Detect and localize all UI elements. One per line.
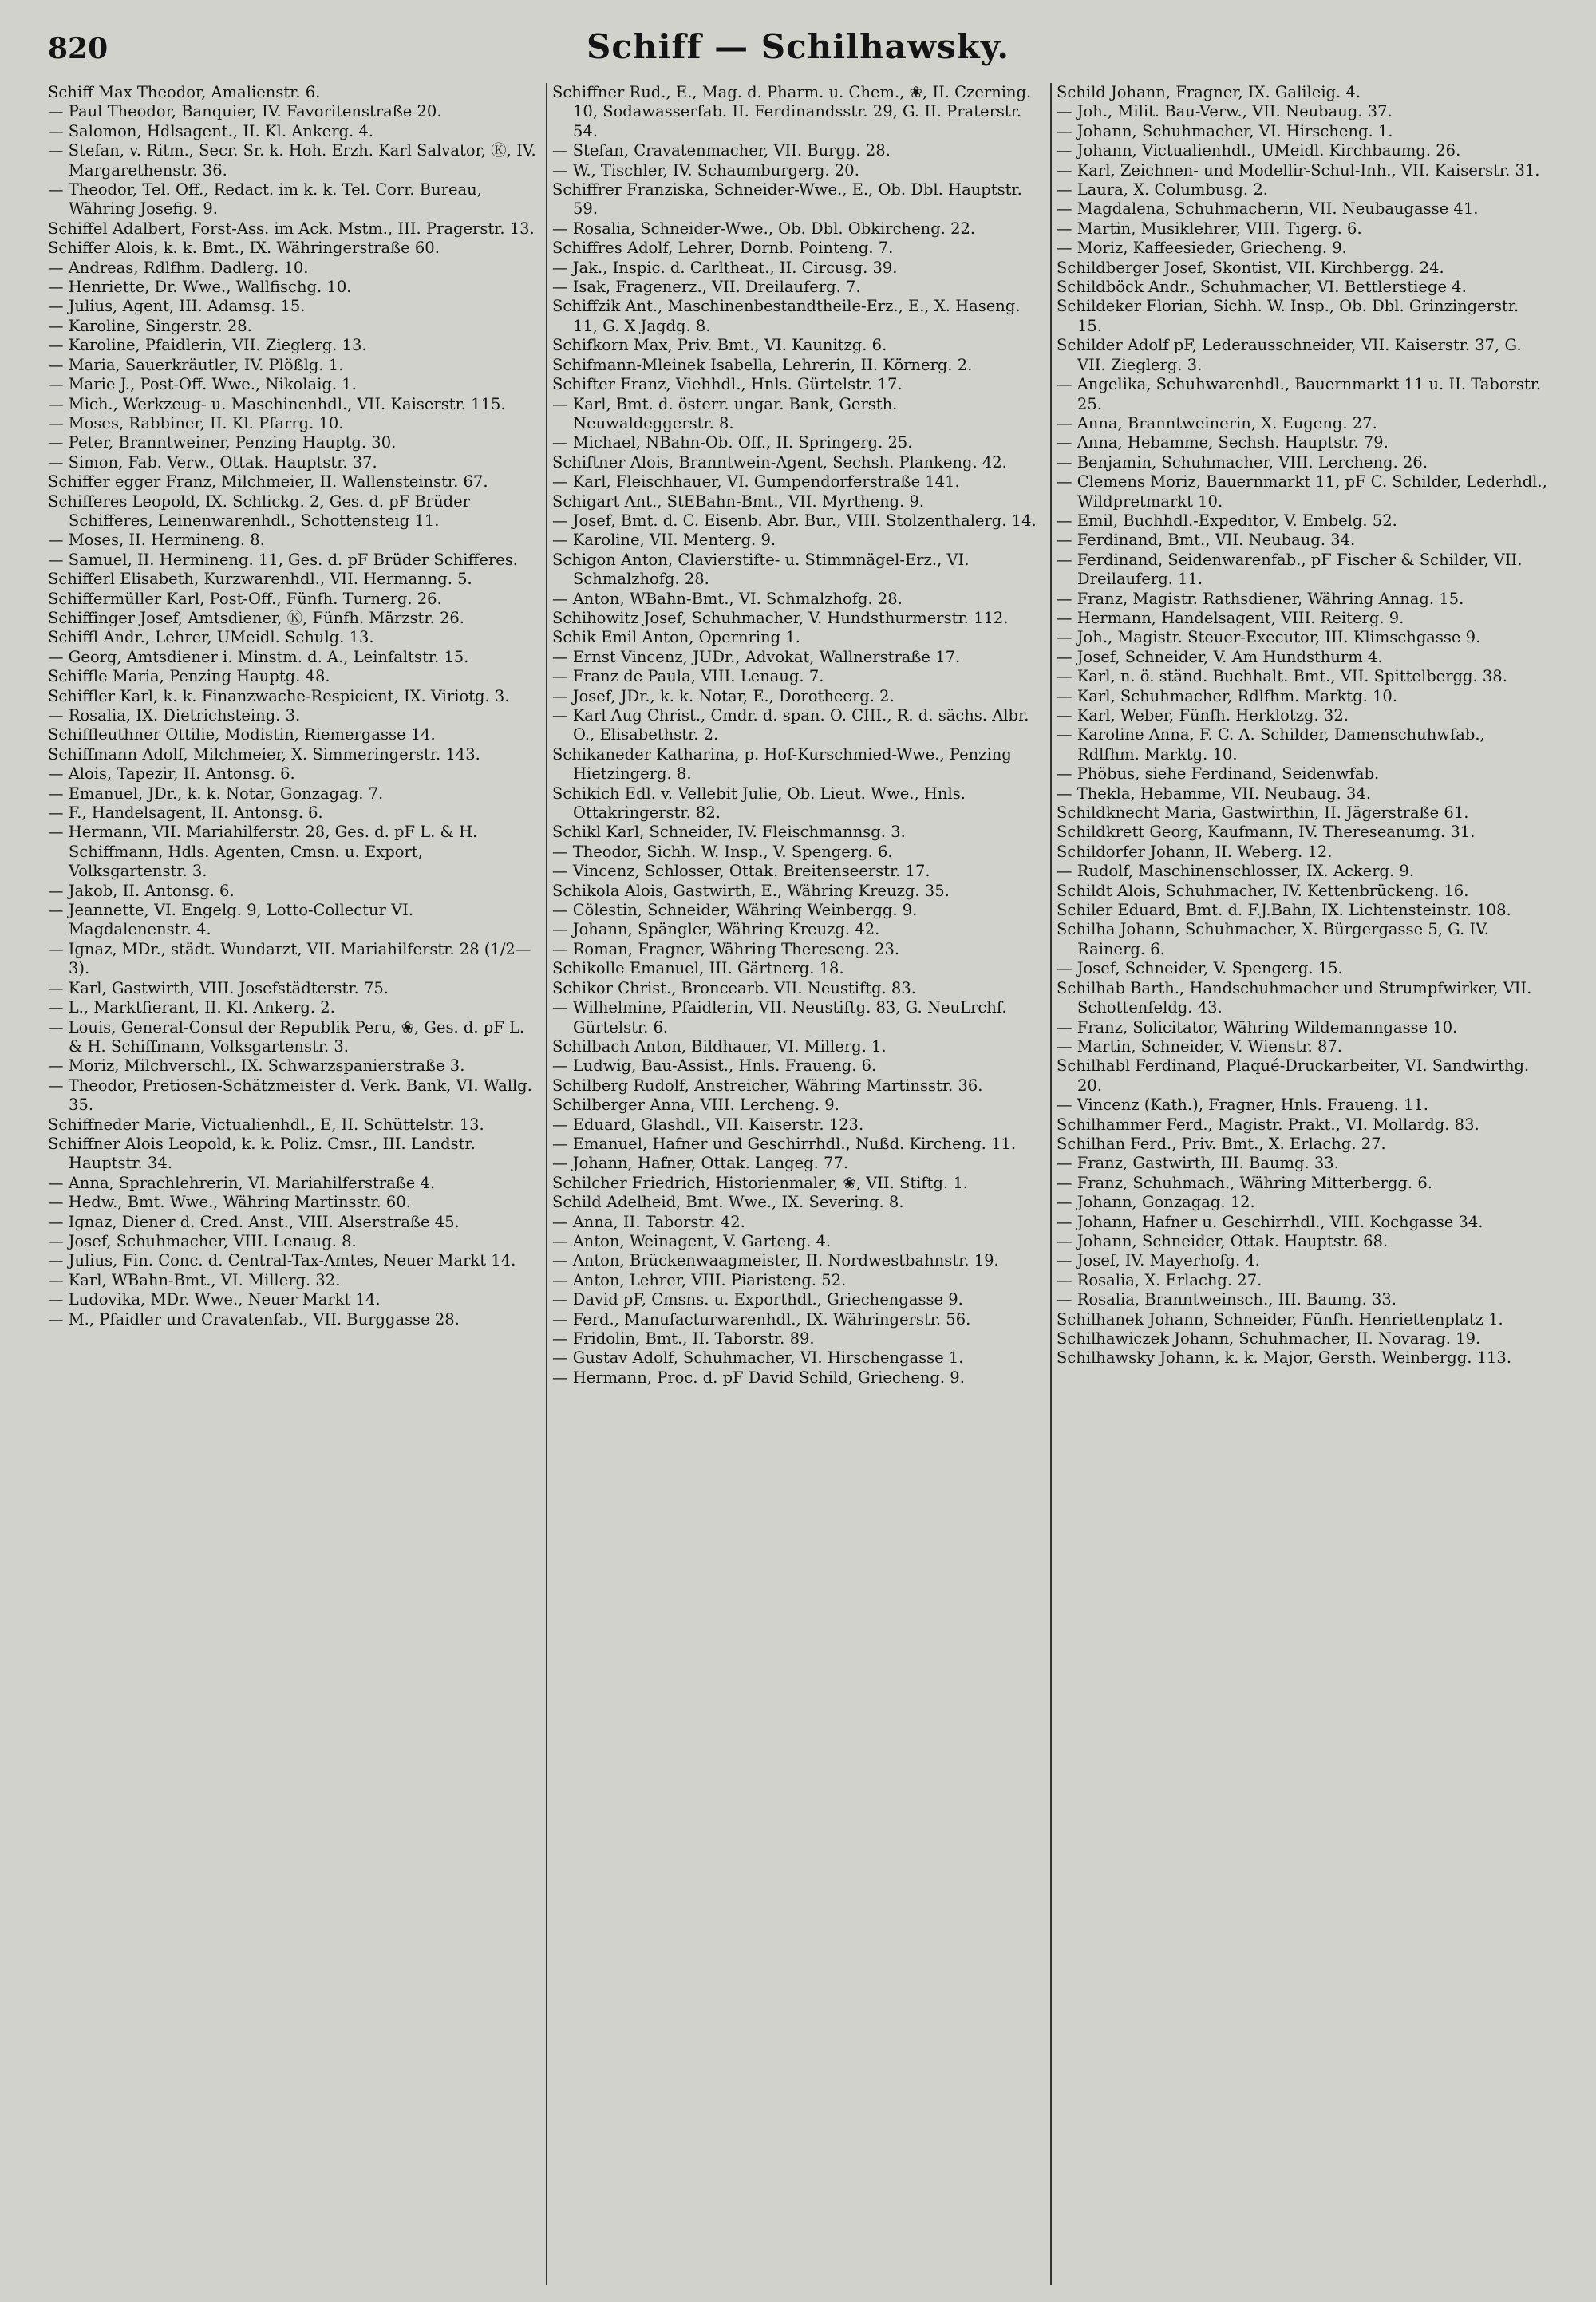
directory-entry: — Karl Aug Christ., Cmdr. d. span. O. CIII., R. d. sächs. Albr. O., Elisabethstr. 2. xyxy=(552,706,1034,744)
directory-entry: Schildberger Josef, Skontist, VII. Kirchbergg. 24. xyxy=(1057,258,1444,277)
directory-entry: Schiffmann Adolf, Milchmeier, X. Simmeringerstr. 143. xyxy=(48,744,480,764)
directory-entry: — Rudolf, Maschinenschlosser, IX. Ackerg. 9. xyxy=(1057,862,1415,881)
directory-entry: Schildt Alois, Schuhmacher, IV. Kettenbrückeng. 16. xyxy=(1057,881,1469,900)
directory-entry: — Moses, II. Hermineng. 8. xyxy=(48,531,265,550)
directory-entry: Schifter Franz, Viehhdl., Hnls. Gürtelstr. 17. xyxy=(552,375,903,394)
directory-entry: — Hermann, Proc. d. pF David Schild, Griecheng. 9. xyxy=(552,1368,965,1387)
running-head: Schiff — Schilhawsky. xyxy=(587,27,1009,66)
directory-entry: — Franz, Gastwirth, III. Baumg. 33. xyxy=(1057,1154,1339,1173)
directory-entry: — Hedw., Bmt. Wwe., Währing Martinsstr. 60. xyxy=(48,1193,411,1212)
directory-entry: — Anton, Weinagent, V. Garteng. 4. xyxy=(552,1231,832,1250)
directory-entry: — Marie J., Post-Off. Wwe., Nikolaig. 1. xyxy=(48,375,357,394)
directory-entry: — Ignaz, Diener d. Cred. Anst., VIII. Alserstraße 45. xyxy=(48,1212,460,1231)
directory-entry: — Andreas, Rdlfhm. Dadlerg. 10. xyxy=(48,258,309,277)
directory-entry: — Johann, Schneider, Ottak. Hauptstr. 68. xyxy=(1057,1231,1389,1250)
directory-entry: — Ferdinand, Bmt., VII. Neubaug. 34. xyxy=(1057,531,1356,550)
column-rule xyxy=(1050,83,1052,2285)
directory-entry: — Johann, Victualienhdl., UMeidl. Kirchbaumg. 26. xyxy=(1057,141,1461,160)
column-rule xyxy=(546,83,547,2285)
directory-entry: — Henriette, Dr. Wwe., Wallfischg. 10. xyxy=(48,278,352,297)
directory-entry: Schilberger Anna, VIII. Lercheng. 9. xyxy=(552,1096,839,1115)
directory-entry: — Ernst Vincenz, JUDr., Advokat, Wallnerstraße 17. xyxy=(552,647,961,666)
directory-entry: Schilbach Anton, Bildhauer, VI. Millerg. 1. xyxy=(552,1036,887,1056)
directory-entry: Schiffres Adolf, Lehrer, Dornb. Pointeng. 7. xyxy=(552,239,894,258)
directory-entry: — Angelika, Schuhwarenhdl., Bauernmarkt 11 u. II. Taborstr. 25. xyxy=(1057,375,1547,413)
directory-entry: — Karoline Anna, F. C. A. Schilder, Damenschuhwfab., Rdlfhm. Marktg. 10. xyxy=(1057,725,1490,764)
directory-entry: Schildkrett Georg, Kaufmann, IV. Thereseanumg. 31. xyxy=(1057,823,1476,842)
directory-entry: Schiffner Alois Leopold, k. k. Poliz. Cmsr., III. Landstr. Hauptstr. 34. xyxy=(48,1134,480,1173)
directory-entry: — Johann, Schuhmacher, VI. Hirscheng. 1. xyxy=(1057,121,1393,140)
directory-entry: — L., Marktfierant, II. Kl. Ankerg. 2. xyxy=(48,998,335,1017)
directory-entry: — Maria, Sauerkräutler, IV. Plößlg. 1. xyxy=(48,355,344,374)
column-2 xyxy=(552,83,1043,2285)
directory-entry: Schiffleuthner Ottilie, Modistin, Riemergasse 14. xyxy=(48,725,436,744)
directory-entry: Schiffzik Ant., Maschinenbestandtheile-Erz., E., X. Haseng. 11, G. X Jagdg. 8. xyxy=(552,297,1025,335)
directory-entry: — Franz de Paula, VIII. Lenaug. 7. xyxy=(552,667,824,686)
directory-entry: — Samuel, II. Hermineng. 11, Ges. d. pF Brüder Schifferes. xyxy=(48,550,518,569)
directory-entry: Schikl Karl, Schneider, IV. Fleischmannsg. 3. xyxy=(552,823,906,842)
page-header xyxy=(48,27,1548,75)
directory-entry: — Josef, Schneider, V. Spengerg. 15. xyxy=(1057,959,1343,978)
directory-entry: — Josef, JDr., k. k. Notar, E., Dorotheerg. 2. xyxy=(552,686,895,705)
directory-entry: Schiffner Rud., E., Mag. d. Pharm. u. Chem., ❀, II. Czerning. 10, Sodawasserfab. II. Ferdinandsstr. 29, G. II. Praterstr. 54. xyxy=(552,83,1037,140)
column-1 xyxy=(48,83,539,2285)
directory-entry: Schikich Edl. v. Vellebit Julie, Ob. Lieut. Wwe., Hnls. Ottakringerstr. 82. xyxy=(552,784,971,823)
directory-entry: — Rosalia, X. Erlachg. 27. xyxy=(1057,1270,1262,1289)
directory-entry: — Ignaz, MDr., städt. Wundarzt, VII. Mariahilferstr. 28 (1/2—3). xyxy=(48,939,531,978)
directory-entry: — Stefan, Cravatenmacher, VII. Burgg. 28. xyxy=(552,141,891,160)
directory-entry: — Salomon, Hdlsagent., II. Kl. Ankerg. 4. xyxy=(48,121,374,140)
page-number: 820 xyxy=(48,32,109,65)
directory-entry: Schifferl Elisabeth, Kurzwarenhdl., VII. Hermanng. 5. xyxy=(48,570,472,589)
directory-entry: Schikor Christ., Broncearb. VII. Neustiftg. 83. xyxy=(552,978,916,997)
directory-entry: — Peter, Branntweiner, Penzing Hauptg. 30. xyxy=(48,433,397,452)
directory-entry: — Franz, Schuhmach., Währing Mitterbergg. 6. xyxy=(1057,1173,1432,1192)
directory-entry: Schifferes Leopold, IX. Schlickg. 2, Ges. d. pF Brüder Schifferes, Leinenwarenhdl., Schottensteig 11. xyxy=(48,492,476,530)
directory-entry: Schiffneder Marie, Victualienhdl., E, II. Schüttelstr. 13. xyxy=(48,1115,484,1134)
directory-entry: — Martin, Schneider, V. Wienstr. 87. xyxy=(1057,1036,1342,1056)
directory-entry: Schifmann-Mleinek Isabella, Lehrerin, II. Körnerg. 2. xyxy=(552,355,973,374)
directory-entry: — Anna, Hebamme, Sechsh. Hauptstr. 79. xyxy=(1057,433,1389,452)
directory-entry: — Theodor, Sichh. W. Insp., V. Spengerg. 6. xyxy=(552,842,893,861)
directory-entry: — Karl, Schuhmacher, Rdlfhm. Marktg. 10. xyxy=(1057,686,1398,705)
directory-entry: Schikolle Emanuel, III. Gärtnerg. 18. xyxy=(552,959,844,978)
directory-entry: — Vincenz, Schlosser, Ottak. Breitenseerstr. 17. xyxy=(552,862,930,881)
directory-entry: — Anna, Sprachlehrerin, VI. Mariahilferstraße 4. xyxy=(48,1173,436,1192)
directory-entry: — Georg, Amtsdiener i. Minstm. d. A., Leinfaltstr. 15. xyxy=(48,647,469,666)
directory-entry: — Jeannette, VI. Engelg. 9, Lotto-Collectur VI. Magdalenenstr. 4. xyxy=(48,901,419,939)
directory-columns xyxy=(48,83,1556,2285)
directory-entry: — Anton, Lehrer, VIII. Piaristeng. 52. xyxy=(552,1270,847,1289)
directory-entry: — Emanuel, Hafner und Geschirrhdl., Nußd. Kircheng. 11. xyxy=(552,1134,1017,1153)
directory-entry: Schiffl Andr., Lehrer, UMeidl. Schulg. 13. xyxy=(48,628,374,647)
directory-entry: Schiffle Maria, Penzing Hauptg. 48. xyxy=(48,667,330,686)
directory-entry: — Laura, X. Columbusg. 2. xyxy=(1057,180,1268,199)
directory-entry: — Louis, General-Consul der Republik Peru, ❀, Ges. d. pF L. & H. Schiffmann, Volksgartenstr. 3. xyxy=(48,1017,530,1056)
directory-entry: — Anna, Branntweinerin, X. Eugeng. 27. xyxy=(1057,413,1377,432)
directory-entry: — Moriz, Kaffeesieder, Griecheng. 9. xyxy=(1057,239,1347,258)
directory-entry: Schilder Adolf pF, Lederausschneider, VII. Kaiserstr. 37, G. VII. Zieglerg. 3. xyxy=(1057,336,1527,374)
directory-entry: — W., Tischler, IV. Schaumburgerg. 20. xyxy=(552,160,859,180)
directory-entry: Schigon Anton, Clavierstifte- u. Stimmnägel-Erz., VI. Schmalzhofg. 28. xyxy=(552,550,974,589)
directory-entry: Schiffrer Franziska, Schneider-Wwe., E., Ob. Dbl. Hauptstr. 59. xyxy=(552,180,1027,219)
directory-entry: — Karoline, Pfaidlerin, VII. Zieglerg. 13. xyxy=(48,336,367,355)
directory-entry: — Johann, Spängler, Währing Kreuzg. 42. xyxy=(552,920,880,939)
directory-entry: Schild Johann, Fragner, IX. Galileig. 4. xyxy=(1057,83,1361,101)
directory-entry: — Franz, Solicitator, Währing Wildemanngasse 10. xyxy=(1057,1017,1458,1036)
directory-entry: Schild Adelheid, Bmt. Wwe., IX. Severing. 8. xyxy=(552,1193,904,1212)
directory-entry: — Moses, Rabbiner, II. Kl. Pfarrg. 10. xyxy=(48,413,344,432)
directory-entry: Schildeker Florian, Sichh. W. Insp., Ob. Dbl. Grinzingerstr. 15. xyxy=(1057,297,1524,335)
directory-entry: Schifkorn Max, Priv. Bmt., VI. Kaunitzg. 6. xyxy=(552,336,887,355)
directory-entry: Schilhanek Johann, Schneider, Fünfh. Henriettenplatz 1. xyxy=(1057,1309,1503,1329)
directory-entry: — Magdalena, Schuhmacherin, VII. Neubaugasse 41. xyxy=(1057,199,1479,219)
directory-entry: Schiffler Karl, k. k. Finanzwache-Respicient, IX. Viriotg. 3. xyxy=(48,686,510,705)
directory-entry: Schikaneder Katharina, p. Hof-Kurschmied-Wwe., Penzing Hietzingerg. 8. xyxy=(552,744,1017,784)
directory-entry: — Ludwig, Bau-Assist., Hnls. Fraueng. 6. xyxy=(552,1056,877,1076)
directory-entry: — Mich., Werkzeug- u. Maschinenhdl., VII. Kaiserstr. 115. xyxy=(48,394,506,413)
directory-entry: — Anton, WBahn-Bmt., VI. Schmalzhofg. 28. xyxy=(552,589,903,608)
directory-entry: Schik Emil Anton, Opernring 1. xyxy=(552,628,800,647)
directory-entry: Schiff Max Theodor, Amalienstr. 6. xyxy=(48,83,321,101)
directory-entry: — Theodor, Tel. Off., Redact. im k. k. Tel. Corr. Bureau, Währing Josefig. 9. xyxy=(48,180,488,219)
directory-entry: — Ferdinand, Seidenwarenfab., pF Fischer & Schilder, VII. Dreilauferg. 11. xyxy=(1057,550,1527,589)
directory-entry: Schiftner Alois, Branntwein-Agent, Sechsh. Plankeng. 42. xyxy=(552,452,1007,472)
directory-entry: — Karl, n. ö. ständ. Buchhalt. Bmt., VII. Spittelbergg. 38. xyxy=(1057,667,1507,686)
directory-entry: Schiffel Adalbert, Forst-Ass. im Ack. Mstm., III. Pragerstr. 13. xyxy=(48,219,535,238)
directory-entry: — Johann, Hafner, Ottak. Langeg. 77. xyxy=(552,1154,849,1173)
directory-entry: — Paul Theodor, Banquier, IV. Favoritenstraße 20. xyxy=(48,102,442,121)
directory-entry: — Hermann, VII. Mariahilferstr. 28, Ges. d. pF L. & H. Schiffmann, Hdls. Agenten, Cmsn. u. Export, Volksgartenstr. 3. xyxy=(48,823,483,881)
directory-entry: — Thekla, Hebamme, VII. Neubaug. 34. xyxy=(1057,784,1372,803)
directory-entry: — Julius, Agent, III. Adamsg. 15. xyxy=(48,297,306,316)
directory-entry: Schilhammer Ferd., Magistr. Prakt., VI. Mollardg. 83. xyxy=(1057,1115,1479,1134)
directory-entry: — Anna, II. Taborstr. 42. xyxy=(552,1212,745,1231)
directory-entry: — Karoline, Singerstr. 28. xyxy=(48,316,252,335)
directory-entry: — Karl, Zeichnen- und Modellir-Schul-Inh., VII. Kaiserstr. 31. xyxy=(1057,160,1540,180)
directory-entry: Schilhab Barth., Handschuhmacher und Strumpfwirker, VII. Schottenfeldg. 43. xyxy=(1057,978,1537,1017)
directory-entry: — Eduard, Glashdl., VII. Kaiserstr. 123. xyxy=(552,1115,864,1134)
directory-entry: Schildorfer Johann, II. Weberg. 12. xyxy=(1057,842,1333,861)
directory-entry: — Karl, Fleischhauer, VI. Gumpendorferstraße 141. xyxy=(552,472,960,492)
directory-entry: — Michael, NBahn-Ob. Off., II. Springerg. 25. xyxy=(552,433,913,452)
directory-entry: — Karoline, VII. Menterg. 9. xyxy=(552,531,776,550)
directory-entry: — Karl, Weber, Fünfh. Herklotzg. 32. xyxy=(1057,706,1349,725)
directory-entry: — Clemens Moriz, Bauernmarkt 11, pF C. Schilder, Lederhdl., Wildpretmarkt 10. xyxy=(1057,472,1553,511)
directory-entry: Schilhan Ferd., Priv. Bmt., X. Erlachg. 27. xyxy=(1057,1134,1386,1153)
directory-entry: — Anton, Brückenwaagmeister, II. Nordwestbahnstr. 19. xyxy=(552,1251,999,1270)
directory-entry: — Rosalia, IX. Dietrichsteing. 3. xyxy=(48,706,301,725)
directory-entry: — Johann, Hafner u. Geschirrhdl., VIII. Kochgasse 34. xyxy=(1057,1212,1483,1231)
directory-entry: — Karl, Bmt. d. österr. ungar. Bank, Gersth. Neuwaldeggerstr. 8. xyxy=(552,394,903,432)
directory-entry: — Josef, Bmt. d. C. Eisenb. Abr. Bur., VIII. Stolzenthalerg. 14. xyxy=(552,511,1037,530)
directory-entry: — Jak., Inspic. d. Carltheat., II. Circusg. 39. xyxy=(552,258,898,277)
directory-entry: — Roman, Fragner, Währing Thereseng. 23. xyxy=(552,939,900,958)
directory-entry: Schihowitz Josef, Schuhmacher, V. Hundsthurmerstr. 112. xyxy=(552,608,1009,627)
directory-entry: — Fridolin, Bmt., II. Taborstr. 89. xyxy=(552,1329,815,1348)
directory-entry: — Martin, Musiklehrer, VIII. Tigerg. 6. xyxy=(1057,219,1362,238)
directory-entry: Schiffinger Josef, Amtsdiener, Ⓚ, Fünfh. Märzstr. 26. xyxy=(48,608,464,627)
directory-entry: — Moriz, Milchverschl., IX. Schwarzspanierstraße 3. xyxy=(48,1056,465,1076)
directory-entry: — Ferd., Manufacturwarenhdl., IX. Währingerstr. 56. xyxy=(552,1309,971,1329)
directory-entry: Schilhawiczek Johann, Schuhmacher, II. Novarag. 19. xyxy=(1057,1329,1481,1348)
directory-entry: — Josef, Schuhmacher, VIII. Lenaug. 8. xyxy=(48,1231,357,1250)
directory-entry: — Emil, Buchhdl.-Expeditor, V. Embelg. 52. xyxy=(1057,511,1397,530)
directory-entry: — Wilhelmine, Pfaidlerin, VII. Neustiftg. 83, G. NeuLrchf. Gürtelstr. 6. xyxy=(552,998,1012,1036)
directory-entry: — Benjamin, Schuhmacher, VIII. Lercheng. 26. xyxy=(1057,452,1428,472)
directory-entry: — Emanuel, JDr., k. k. Notar, Gonzagag. 7. xyxy=(48,784,384,803)
directory-entry: Schilberg Rudolf, Anstreicher, Währing Martinsstr. 36. xyxy=(552,1076,983,1095)
directory-entry: Schilhabl Ferdinand, Plaqué-Druckarbeiter, VI. Sandwirthg. 20. xyxy=(1057,1056,1535,1095)
directory-entry: — Hermann, Handelsagent, VIII. Reiterg. 9. xyxy=(1057,608,1404,627)
directory-entry: — Rosalia, Schneider-Wwe., Ob. Dbl. Obkircheng. 22. xyxy=(552,219,976,238)
directory-entry: — Joh., Milit. Bau-Verw., VII. Neubaug. 37. xyxy=(1057,102,1393,121)
directory-entry: — Alois, Tapezir, II. Antonsg. 6. xyxy=(48,764,295,784)
directory-entry: Schiler Eduard, Bmt. d. F.J.Bahn, IX. Lichtensteinstr. 108. xyxy=(1057,901,1511,920)
directory-entry: — Cölestin, Schneider, Währing Weinbergg. 9. xyxy=(552,901,918,920)
directory-entry: Schikola Alois, Gastwirth, E., Währing Kreuzg. 35. xyxy=(552,881,950,900)
directory-entry: — Vincenz (Kath.), Fragner, Hnls. Fraueng. 11. xyxy=(1057,1096,1428,1115)
directory-entry: Schilha Johann, Schuhmacher, X. Bürgergasse 5, G. IV. Rainerg. 6. xyxy=(1057,920,1495,958)
directory-entry: — Jakob, II. Antonsg. 6. xyxy=(48,881,235,900)
directory-entry: — David pF, Cmsns. u. Exporthdl., Griechengasse 9. xyxy=(552,1290,963,1309)
directory-entry: Schiffer Alois, k. k. Bmt., IX. Währingerstraße 60. xyxy=(48,239,440,258)
directory-entry: — Gustav Adolf, Schuhmacher, VI. Hirschengasse 1. xyxy=(552,1348,964,1368)
directory-entry: — Stefan, v. Ritm., Secr. Sr. k. Hoh. Erzh. Karl Salvator, Ⓚ, IV. Margarethenstr. 36. xyxy=(48,141,541,180)
directory-entry: — Franz, Magistr. Rathsdiener, Währing Annag. 15. xyxy=(1057,589,1464,608)
directory-entry: — Ludovika, MDr. Wwe., Neuer Markt 14. xyxy=(48,1290,381,1309)
directory-entry: Schigart Ant., StEBahn-Bmt., VII. Myrtheng. 9. xyxy=(552,492,925,511)
directory-entry: — Isak, Fragenerz., VII. Dreilauferg. 7. xyxy=(552,278,861,297)
directory-entry: — Josef, IV. Mayerhofg. 4. xyxy=(1057,1251,1260,1270)
column-3 xyxy=(1057,83,1553,2285)
directory-entry: Schiffermüller Karl, Post-Off., Fünfh. Turnerg. 26. xyxy=(48,589,442,608)
directory-entry: — Johann, Gonzagag. 12. xyxy=(1057,1193,1255,1212)
directory-entry: — Theodor, Pretiosen-Schätzmeister d. Verk. Bank, VI. Wallg. 35. xyxy=(48,1076,538,1115)
directory-entry: — Julius, Fin. Conc. d. Central-Tax-Amtes, Neuer Markt 14. xyxy=(48,1251,516,1270)
directory-entry: — M., Pfaidler und Cravatenfab., VII. Burggasse 28. xyxy=(48,1309,460,1329)
directory-entry: Schildknecht Maria, Gastwirthin, II. Jägerstraße 61. xyxy=(1057,804,1469,823)
directory-entry: Schilcher Friedrich, Historienmaler, ❀, VII. Stiftg. 1. xyxy=(552,1173,968,1192)
directory-entry: — Karl, Gastwirth, VIII. Josefstädterstr. 75. xyxy=(48,978,389,997)
directory-entry: Schiffer egger Franz, Milchmeier, II. Wallensteinstr. 67. xyxy=(48,472,488,492)
directory-entry: — Karl, WBahn-Bmt., VI. Millerg. 32. xyxy=(48,1270,341,1289)
directory-entry: — Simon, Fab. Verw., Ottak. Hauptstr. 37. xyxy=(48,452,377,472)
directory-entry: Schildböck Andr., Schuhmacher, VI. Bettlerstiege 4. xyxy=(1057,278,1467,297)
directory-entry: — Rosalia, Branntweinsch., III. Baumg. 33. xyxy=(1057,1290,1396,1309)
directory-entry: — Joh., Magistr. Steuer-Executor, III. Klimschgasse 9. xyxy=(1057,628,1481,647)
directory-entry: — F., Handelsagent, II. Antonsg. 6. xyxy=(48,804,323,823)
directory-entry: — Josef, Schneider, V. Am Hundsthurm 4. xyxy=(1057,647,1383,666)
directory-entry: — Phöbus, siehe Ferdinand, Seidenwfab. xyxy=(1057,764,1380,784)
directory-entry: Schilhawsky Johann, k. k. Major, Gersth. Weinbergg. 113. xyxy=(1057,1348,1512,1368)
